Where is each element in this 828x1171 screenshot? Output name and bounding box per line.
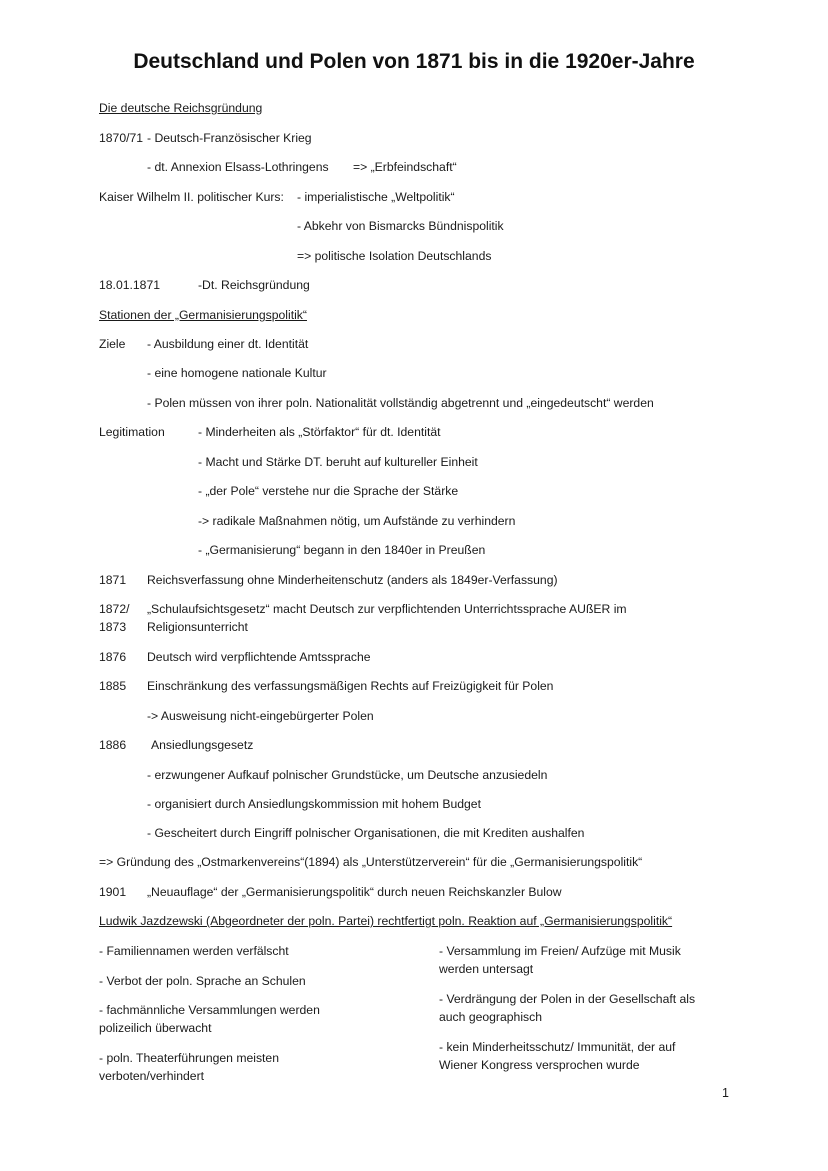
section-heading-germanisierung: Stationen der „Germanisierungspolitik“ [99, 308, 307, 322]
event-text: Einschränkung des verfassungsmäßigen Rechts auf Freizügigkeit für Polen [147, 679, 554, 693]
ziele-item: - Ausbildung einer dt. Identität [147, 337, 309, 351]
kaiser-item: => politische Isolation Deutschlands [297, 249, 492, 263]
event-subitem: -> Ausweisung nicht-eingebürgerter Polen [147, 709, 374, 723]
legitimation-item: -> radikale Maßnahmen nötig, um Aufstände zu verhindern [198, 514, 516, 528]
event-subitem: - organisiert durch Ansiedlungskommission mit hohem Budget [147, 797, 481, 811]
event-text: Ansiedlungsgesetz [151, 738, 254, 752]
right-list-item: - Verdrängung der Polen in der Gesellschaft als auch geographisch [439, 992, 696, 1024]
event-text: „Neuauflage“ der „Germanisierungspolitik“ durch neuen Reichskanzler Bulow [147, 885, 562, 899]
ziele-item: - eine homogene nationale Kultur [147, 366, 327, 380]
kaiser-item: - Abkehr von Bismarcks Bündnispolitik [297, 219, 504, 233]
date-text: -Dt. Reichsgründung [198, 278, 310, 292]
kaiser-item: - imperialistische „Weltpolitik“ [297, 190, 455, 204]
event-year: 1876 [99, 650, 127, 664]
event-text: „Schulaufsichtsgesetz“ macht Deutsch zur verpflichtenden Unterrichtssprache AUßER im Religionsunterricht [147, 602, 627, 634]
left-list-item: - Verbot der poln. Sprache an Schulen [99, 974, 306, 988]
document-title: Deutschland und Polen von 1871 bis in die 1920er-Jahre [133, 50, 695, 73]
left-list-item: - poln. Theaterführungen meisten verboten/verhindert [99, 1051, 279, 1083]
legitimation-item: - Minderheiten als „Störfaktor“ für dt. Identität [198, 425, 441, 439]
legitimation-item: - Macht und Stärke DT. beruht auf kultureller Einheit [198, 455, 478, 469]
ziele-label: Ziele [99, 337, 126, 351]
event-year: 1871 [99, 573, 127, 587]
page-number: 1 [722, 1086, 729, 1100]
annexion-result: => „Erbfeindschaft“ [353, 160, 457, 174]
event-text: Reichsverfassung ohne Minderheitenschutz (anders als 1849er-Verfassung) [147, 573, 558, 587]
date-label: 18.01.1871 [99, 278, 160, 292]
ziele-item: - Polen müssen von ihrer poln. Nationalität vollständig abgetrennt und „eingedeutscht“ werden [147, 396, 654, 410]
annexion-text: - dt. Annexion Elsass-Lothringens [147, 160, 329, 174]
left-list-item: - Familiennamen werden verfälscht [99, 944, 289, 958]
legitimation-label: Legitimation [99, 425, 165, 439]
event-year: 1901 [99, 885, 127, 899]
section-heading-reichsgruendung: Die deutsche Reichsgründung [99, 101, 263, 115]
legitimation-item: - „Germanisierung“ begann in den 1840er in Preußen [198, 543, 486, 557]
event-year: 1872/ 1873 [99, 602, 130, 634]
left-list-item: - fachmännliche Versammlungen werden polizeilich überwacht [99, 1003, 320, 1035]
event-subitem: - erzwungener Aufkauf polnischer Grundstücke, um Deutsche anzusiedeln [147, 768, 548, 782]
verein-text: => Gründung des „Ostmarkenvereins“(1894) als „Unterstützerverein“ für die „Germanisierungspolitik“ [99, 855, 643, 869]
event-year: 1886 [99, 738, 127, 752]
event-text: Deutsch wird verpflichtende Amtssprache [147, 650, 371, 664]
war-year: 1870/71 [99, 131, 144, 145]
legitimation-item: - „der Pole“ verstehe nur die Sprache der Stärke [198, 484, 459, 498]
war-text: - Deutsch-Französischer Krieg [147, 131, 312, 145]
event-year: 1885 [99, 679, 127, 693]
kaiser-label: Kaiser Wilhelm II. politischer Kurs: [99, 190, 284, 204]
right-list-item: - kein Minderheitsschutz/ Immunität, der auf Wiener Kongress versprochen wurde [439, 1040, 676, 1072]
right-list-item: - Versammlung im Freien/ Aufzüge mit Musik werden untersagt [439, 944, 681, 976]
event-subitem: - Gescheitert durch Eingriff polnischer Organisationen, die mit Krediten aushalfen [147, 826, 585, 840]
section-heading-jazdzewski: Ludwik Jazdzewski (Abgeordneter der poln. Partei) rechtfertigt poln. Reaktion auf „Germanisierungspolitik“ [99, 914, 673, 928]
